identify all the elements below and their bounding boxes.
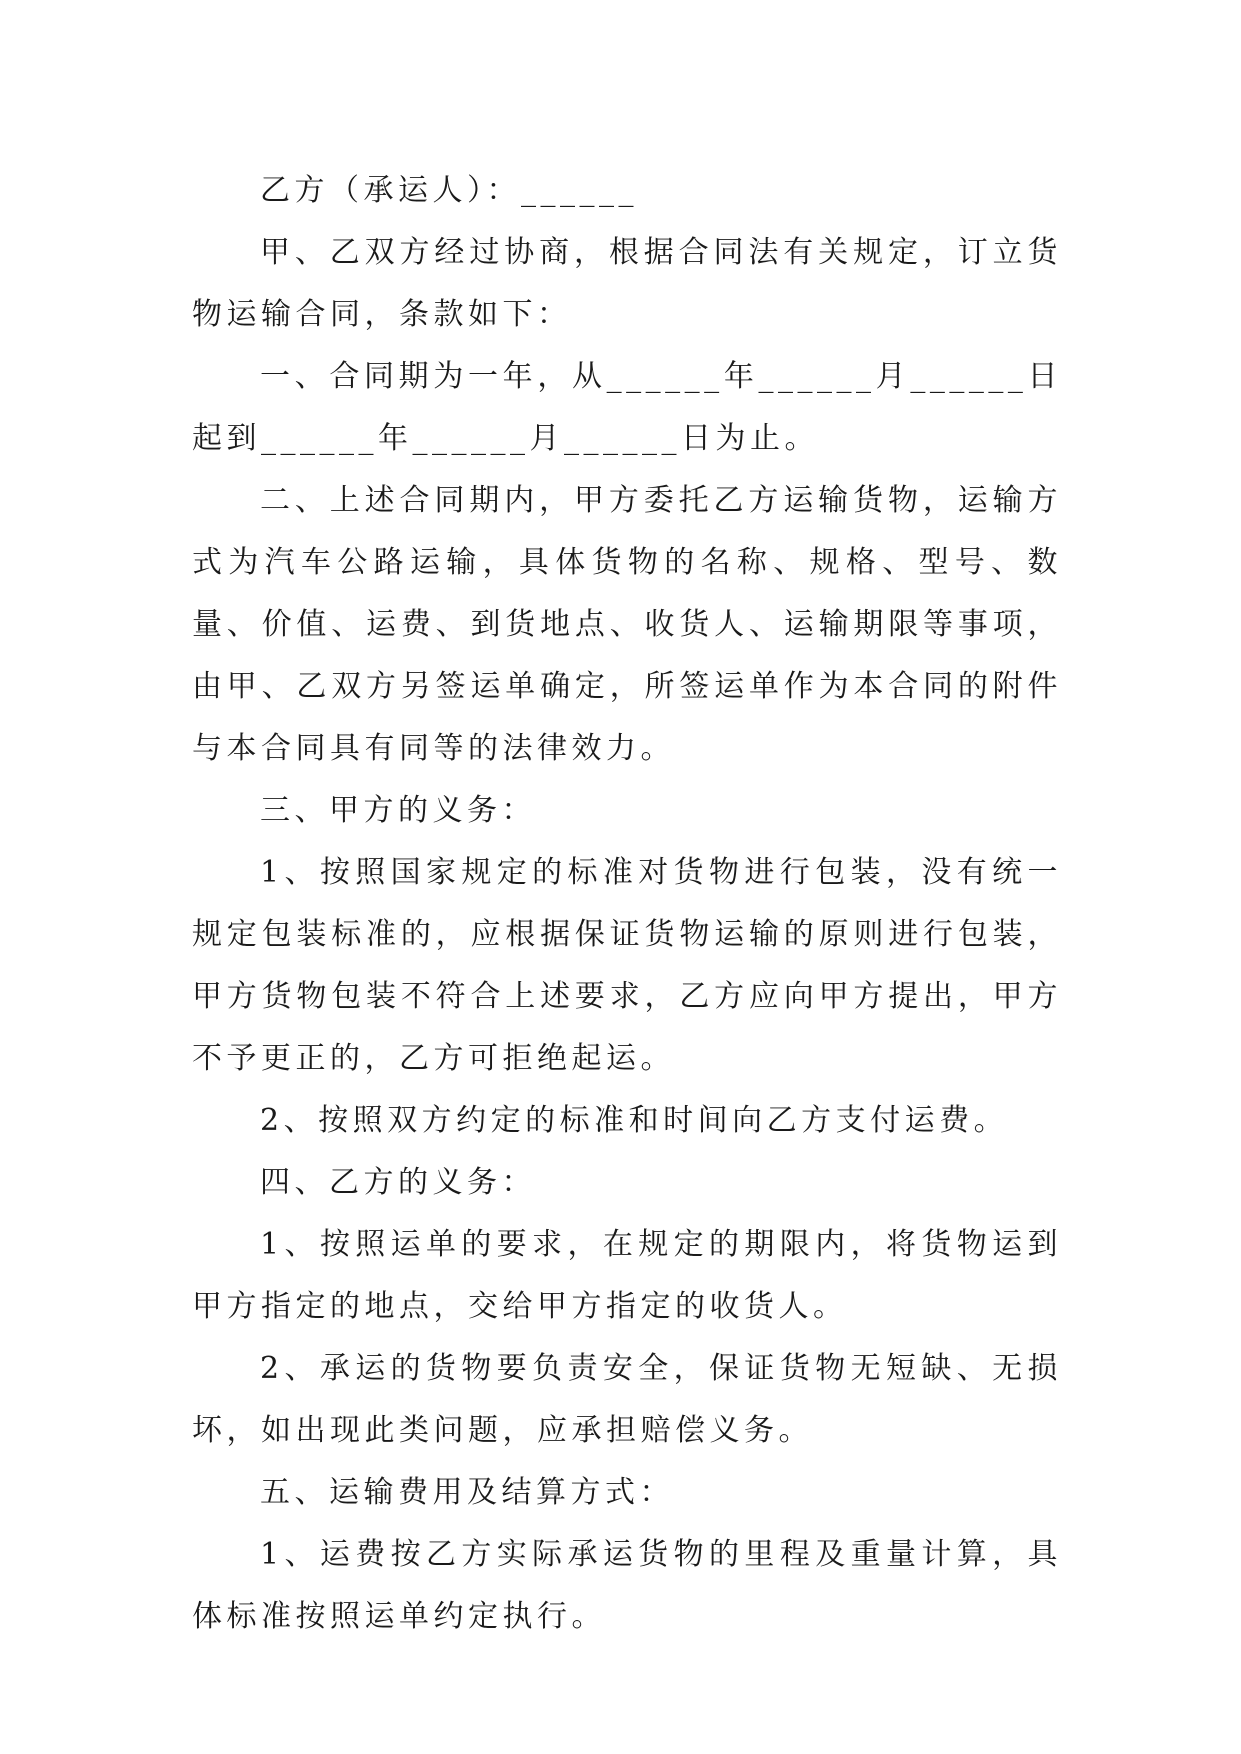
contract-body (192, 160, 1062, 1648)
paragraph-term: 一、合同期为一年，从______年______月______日起到______年______月______日为止。 (192, 359, 1062, 456)
paragraph-party-a-duty-2: 2、按照双方约定的标准和时间向乙方支付运费。 (260, 1103, 1009, 1138)
paragraph-preamble: 甲、乙双方经过协商，根据合同法有关规定，订立货物运输合同，条款如下： (192, 235, 1062, 332)
paragraph-scope: 二、上述合同期内，甲方委托乙方运输货物，运输方式为汽车公路运输，具体货物的名称、规格、型号、数量、价值、运费、到货地点、收货人、运输期限等事项，由甲、乙双方另签运单确定，所签运单作为本合同的附件与本合同具有同等的法律效力。 (192, 483, 1062, 766)
heading-party-a-duties: 三、甲方的义务： (260, 793, 536, 828)
heading-party-b-duties: 四、乙方的义务： (260, 1165, 536, 1200)
paragraph-party-b-duty-2: 2、承运的货物要负责安全，保证货物无短缺、无损坏，如出现此类问题，应承担赔偿义务。 (192, 1351, 1062, 1448)
paragraph-party-b-duty-1: 1、按照运单的要求，在规定的期限内，将货物运到甲方指定的地点，交给甲方指定的收货人。 (192, 1227, 1062, 1324)
paragraph-party-a-duty-1: 1、按照国家规定的标准对货物进行包装，没有统一规定包装标准的，应根据保证货物运输的原则进行包装，甲方货物包装不符合上述要求，乙方应向甲方提出，甲方不予更正的，乙方可拒绝起运。 (192, 855, 1062, 1076)
paragraph-party-b: 乙方（承运人）：______ (260, 173, 638, 208)
heading-fees-settlement: 五、运输费用及结算方式： (260, 1475, 674, 1510)
paragraph-fees-1: 1、运费按乙方实际承运货物的里程及重量计算，具体标准按照运单约定执行。 (192, 1537, 1062, 1634)
